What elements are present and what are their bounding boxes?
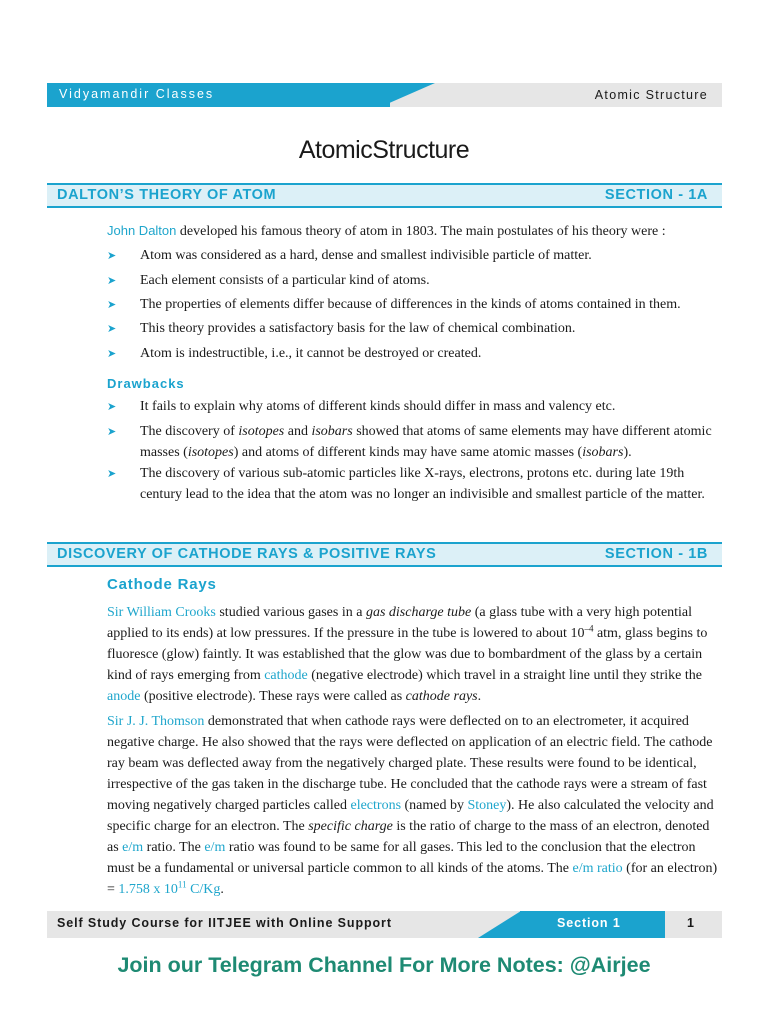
john-dalton-name: John Dalton [107,223,177,238]
postulate-text: Atom was considered as a hard, dense and smallest indivisible particle of matter. [140,248,592,263]
drawback-text: The discovery of isotopes and isobars showed that atoms of same elements may have different atomic masses (isotopes) and atoms of different kinds may have same atomic masses (isobars). [140,424,712,460]
cathode-rays-heading: Cathode Rays [107,576,217,593]
drawback-text: The discovery of various sub-atomic particles like X-rays, electrons, protons etc. during late 19th century lead to the idea that the atom was no longer an indivisible and smallest particle of the matter. [140,466,705,502]
crooks-paragraph: Sir William Crooks studied various gases in a gas discharge tube (a glass tube with a very high potential applied to its ends) at low pressures. If the pressure in the tube is lowered to about $10^{-4}$ atm, glass begins to fluoresce (glow) faintly. It was established that the glow was due to bombardment of the glass by a certain kind of rays emerging from cathode (negative electrode) which travel in a straight line until they strike the anode (positive electrode). These rays were called as cathode rays. [107,605,708,704]
arrow-bullet-icon: ➤ [107,347,117,360]
arrow-bullet-icon: ➤ [107,400,117,413]
arrow-bullet-icon: ➤ [107,298,117,311]
section-1a-heading: DALTON’S THEORY OF ATOM [57,187,277,203]
postulate-text: This theory provides a satisfactory basis for the law of chemical combination. [140,321,576,336]
postulate-text: Atom is indestructible, i.e., it cannot be destroyed or created. [140,346,482,361]
thomson-paragraph: Sir J. J. Thomson demonstrated that when cathode rays were deflected on to an electrometer, it acquired negative charge. He also showed that the rays were deflected on application of an electric field. The cathode ray beam was deflected away from the negatively charged plate. These results were found to be identical, irrespective of the gas taken in the discharge tube. He concluded that the cathode rays were a stream of fast moving negatively charged particles called electrons (named by Stoney). He also calculated the velocity and specific charge for an electron. The specific charge is the ratio of charge to the mass of an electron, denoted as e/m ratio. The e/m ratio was found to be same for all gases. This led to the conclusion that the electron must be a fundamental or universal particle common to all kinds of the atoms. The e/m ratio (for an electron) = 1.758 x $10^{11}$ C/Kg. [107,714,718,897]
drawback-text: It fails to explain why atoms of different kinds should differ in mass and valency etc. [140,399,616,414]
running-footer [47,911,722,938]
page-number: 1 [687,916,694,930]
brand-name: Vidyamandir Classes [59,87,215,101]
drawbacks-heading: Drawbacks [107,376,185,391]
dalton-intro-text: developed his famous theory of atom in 1803. The main postulates of his theory were : [176,224,666,239]
section-1a-bar [47,183,722,208]
course-name: Self Study Course for IITJEE with Online Support [57,916,392,930]
dalton-intro [107,220,721,242]
arrow-bullet-icon: ➤ [107,249,117,262]
section-1b-bar [47,542,722,567]
section-1b-label: SECTION - 1B [604,546,708,562]
section-1b-heading: DISCOVERY OF CATHODE RAYS & POSITIVE RAYS [57,546,437,562]
arrow-bullet-icon: ➤ [107,274,117,287]
section-1a-label: SECTION - 1A [604,187,708,203]
arrow-bullet-icon: ➤ [107,425,117,438]
postulate-text: The properties of elements differ because of differences in the kinds of atoms contained in them. [140,297,681,312]
postulate-text: Each element consists of a particular kind of atoms. [140,273,430,288]
telegram-promo: Join our Telegram Channel For More Notes: @Airjee [117,953,651,977]
page-title: AtomicStructure [298,136,470,164]
running-header [47,83,722,107]
arrow-bullet-icon: ➤ [107,322,117,335]
footer-band-slant [478,911,521,938]
footer-section-label: Section 1 [557,916,621,930]
chapter-topic: Atomic Structure [594,88,708,102]
header-band-slant [380,83,435,107]
arrow-bullet-icon: ➤ [107,467,117,480]
